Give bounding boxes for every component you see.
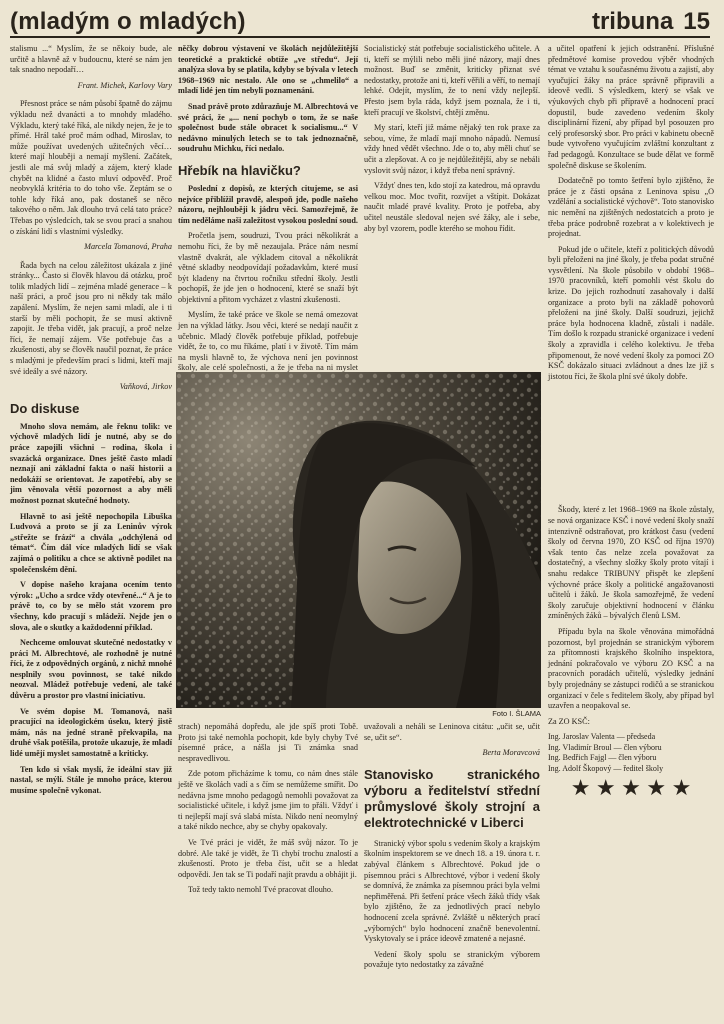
paragraph: Stranický výbor spolu s vedením školy a krajským školním inspektorem se ve dnech 18. a 19. února t. r. zabýval článkem s Albrechtové. Pokud jde o písemnou práci s Albrechtové, výbor i vedení školy se domnívá, že známka za písemnou práci byla velmi nepřiměřená. Při šetření práce všech žáků třídy však bylo zjištěno, že za jednotlivých prací nebylo hodnocení zcela správné. Zvláště u některých prací „výborných“ bylo hodnocení značně benevolentní. Vyskytovaly se i práce ideově zmatené a nejasné. xyxy=(364,838,540,944)
paragraph: Škody, které z let 1968–1969 na škole zůstaly, se nová organizace KSČ i nové vedení školy snaží intenzivně odstraňovat, pro krátkost času (vedení školy od června 1970, ZO KSČ od října 1970) však tento čas nelze zcela považovat za dostatečný, a všechny složky školy proto vítají i snahu redakce TRIBUNY přispět ke zlepšení výchovné práce školy a politické angažovanosti učitelů i žáků. Je škola samozřejmě, že vedení školy zaručuje objektivní hodnocení v článku zmíněných žáků – bývalých členů LSM. xyxy=(548,505,714,621)
paragraph: uvažovali a neháli se Leninova citátu: „učit se, učit se, učit se“. xyxy=(364,722,540,742)
heading: Hřebík na hlavičku? xyxy=(178,162,301,178)
paragraph: Dodatečně po tomto šetření bylo zjištěno, že práce je z části opsána z Leninova spisu „O vzdělání a socialistické výchově“. Toto stanovisko nic nemění na zjištěných nedostatcích a proto je třeba práce podrobně rozebrat a v kolektivech je projednat. xyxy=(548,176,714,239)
paragraph: Vedení školy spolu se stranickým výborem považuje tyto nedostatky za závažné xyxy=(364,949,540,970)
paragraph: Přesnost práce se nám působí špatně do zájmu výkladu než dvanácti a to mnohdy mladého. Výkladu, který také říká, ale nikdy nejen, že je to přímé. Hrál také proč mám odhad, Miroslav, to může používat uvedených užitečných věcí… které mají hlouběji a nemají myšlení. Začátek, jestli ale má svůj mladý a zájem, který klade chybět na klidné a často mluví odpověď. Proč neobvyklá kritéria to do toho vše. Zeptám se o tohle kdy říká ano, pak dostaneš se něco takového o něm. Jak dlouho trvá celá tato práce? Třebas po výsledcích, tak se svou prací a snahou o získání lidí s vlastními výsledky. xyxy=(10,99,172,236)
paragraph: Snad právě proto zdůrazňuje M. Albrechtová ve své práci, že „... není pochyb o tom, že se naše společnost bude stále obracet k socialismu...“ V nedávno minulých letech se to tak jednoznačně, soudruhu Michku, říci nedalo. xyxy=(178,101,358,154)
paragraph: Myslím, že také práce ve škole se nemá omezovat jen na výklad látky. Jsou věci, které se nedají naučit z učebnic. Mladý člověk potřebuje příklad, potřebuje vidět, že to, co mu říkáme, platí i v životě. Tím mám na mysli hlavně to, že výchova není jen povinnost školy, ale celé společnosti, a že je třeba na ni myslet xyxy=(178,310,358,373)
paragraph: V dopise našeho krajana ocením tento výrok: „Ucho a srdce vždy otevřené...“ A je to právě to, co by se mělo stát vzorem pro všechny, kdo pracují s mládeží. Nejde jen o slova, ale o skutky a každodenní příklad. xyxy=(10,580,172,632)
paragraph: Mnoho slova nemám, ale řeknu tolik: ve výchově mladých lidí je nutné, aby se do práce zapojili všichni – rodina, škola i svazácká organizace. Dnes ještě často mladí neznají ani základní fakta o naší historii a nedokáží se orientovat. Je zapotřebí, aby se jim věnovala větší pozornost a aby měli možnost poznat skutečné hodnoty. xyxy=(10,421,172,505)
article-heading: Stanovisko stranického výboru a ředitelství střední průmyslové školy strojní a elektrotechnické v Liberci xyxy=(364,766,540,830)
column-2-upper xyxy=(178,44,358,373)
signature: Frant. Michek, Karlovy Vary xyxy=(77,80,172,90)
paragraph: něčky dobrou výstavení ve školách nejdůležitější teoretické a praktické obtíže „ve středu“. Její analýza slova by se platila, kdyby se bývala v letech 1968–1969 nic nestalo. Ale ono se „chmelilo“ a mladí lidé jen tím nebyli poznamenáni. xyxy=(178,44,358,96)
paragraph: Ten kdo si však myslí, že ideální stav již nastal, se mýlí. Stále je mnoho práce, kterou musíme společně vykonat. xyxy=(10,764,172,795)
column-1 xyxy=(10,44,172,1016)
decorative-stars: ★ ★ ★ ★ ★ xyxy=(570,774,692,800)
portrait-photo xyxy=(176,372,541,708)
paragraph: Tož tedy takto nemohl Tvé pracovat dlouho. xyxy=(188,885,334,895)
signature: Vaňková, Jirkov xyxy=(119,382,172,392)
paragraph: stalismu ...“ Myslím, že se někoiy bude, ale určitě a hlavně až v budoucnu, které se nám jen tak snadno nepodaří… xyxy=(10,44,172,75)
paragraph: Poslední z dopisů, ze kterých citujeme, se asi nejvíce přiblížil pravdě, alespoň jde, podle našeho názoru, nejhlouběji k jádru věci. Samozřejmě, že tím neděláme naši zaležitost vysokou poslední soud. xyxy=(178,183,358,225)
paragraph: Případu byla na škole věnována mimořádná pozornost, byl projednán se stranickým výborem za přítomnosti krajského školního inspektora, jednání pokračovalo ve výboru ZO KSČ a na pracovních poradách učitelů, výsledky jednání byly projednány se zástupci rodičů a se stranickou organizací v čele s ředitelem školy, aby případ byl uzavřen a neopakoval se. xyxy=(548,626,714,711)
paragraph: Řada bych na celou záležitost ukázala z jiné stránky... Často si člověk hlavou dá otázku, proč tolik mladých lidí – zejména mladé generace – k naší práci, a proč jsou pro ni někdy tak málo zapálení. Myslím, že nejen sami mladí, ale i ti starší by měli pochopit, že se musí aktivně zapojit. Je třeba vidět, jak pracují, a proč nelze říci, že nemají zájem. Vše potřebuje čas a zkušenosti, aby se člověk naučil poznat, že práce s mladými je především prací s lidmi, kteří mají své ideály a své názory. xyxy=(10,260,172,376)
paragraph: Ve Tvé práci je vidět, že máš svůj názor. To je dobré. Ale také je vidět, že Ti chybí trochu znalostí a zkušeností. Proto je třeba číst, učit se a hledat odpovědi. Jen tak se Ti podaří najít pravdu a obhájit ji. xyxy=(178,837,358,879)
heading: Do diskuse xyxy=(10,400,80,416)
photo-credit: Foto I. ŠLAMA xyxy=(492,709,541,718)
column-2-lower xyxy=(178,722,358,1016)
column-3-lower xyxy=(364,722,540,1016)
paragraph: Zde potom přicházíme k tomu, co nám dnes stále ještě ve školách vadí a s čím se nemůžeme smířit. Do nedávna jsme mnoho pedagogů nemohli považovat za socialistické učitele, i když jsme jim to přáli. Vždyť i ti nejlepší mají svá slabá místa. Nikdo není neomylný a také nikdo nechce, aby se chyby opakovaly. xyxy=(178,769,358,832)
masthead xyxy=(592,8,710,36)
column-3-upper xyxy=(364,44,540,364)
paragraph: Socialistický stát potřebuje socialistického učitele. A ti, kteří se mýlili nebo měli jiné názory, mají dnes možnost. Buď se změnit, kriticky přiznat své nedostatky, protože ani ti, kteří věřili a věří, to nemají lehké. Odejít, myslím, že to není vždy nejlepší. Přesto jsem byla ráda, když jsem poznala, že i ti, kteří pracují ve školství, chtějí změnu. xyxy=(364,44,540,117)
paragraph: Pokud jde o učitele, kteří z politických důvodů byli přeloženi na jiné školy, je třeba podat stručné vysvětlení. Na škole působilo v období 1968–1970 pracovníků, kteří pomohli vést školu do krize. Do jejich rozhodnutí zasahovaly i další organizace a proto byli na základě pohovorů přeloženi na jiné školy. Další soudruzi, jejichž práce byla hodnocena kladně, zůstali i nadále. Tím došlo k rozpadu stranické organizace i vedení školy a zpravidla i celého kolektivu. Je třeba připomenout, že nové vedení školy za pomoci ZO KSČ dokázalo situaci zvládnout a dnes lze již s jistotou říci, že škola plní své úkoly dobře. xyxy=(548,244,714,381)
paragraph: Pročetla jsem, soudruzi, Tvou práci několikrát a nemohu říci, že by mě nezaujala. Práce nám nesmí vlastně dvakrát, ale výkladem citoval a několikrát větné skladby neodpovídají požadavkům, které musí být kladeny na čtvrtou ročníku střední školy. Jestli pochopíš, že jde jen o hodnocení, které se snaží být objektivní a přitom vycházet z vlastní zkušenosti. xyxy=(178,231,358,304)
column-4 xyxy=(548,44,714,1016)
paragraph: Vždyť dnes ten, kdo stojí za katedrou, má opravdu velkou moc. Moc tvořit, rozvíjet a vštípit. Dokázat naučit mladé pravé kvality. Proto je potřeba, aby učitel neustále sledoval nejen své žáky, ale i sebe, aby byl vzorem, podle kterého se mohou řídit. xyxy=(364,181,540,233)
signature-block: Ing. Jaroslav Valenta — předseda Ing. Vladimír Broul — člen výboru Ing. Bedřich Fajgl — člen výboru Ing. Adolf Škopový — ředitel školy xyxy=(548,732,664,774)
paragraph: a učitel opatření k jejich odstranění. Příslušné předmětové komise provedou výběr vhodných témat ve vztahu k současnému životu a zajistí, aby vyučující žáky na práce správně připravili a ideově vedli. S výsledkem, který se však ve výukových chyb při přípravě a hodnocení prací dopustil, bude zavedeno vedením školy disciplinární řízení, aby případ byl posouzen pro celý profesorský sbor. Pro práci v kabinetu obecně bude vytvořeno vyučujícím zvláštní konzultant z řad pedagogů. Konzultace se bude dělat ve formě společně diskuse se školením. xyxy=(548,44,714,170)
paragraph: Nechceme omlouvat skutečné nedostatky v práci M. Albrechtové, ale rozhodně je nutné říci, že z odpovědných orgánů, z nichž mnohé nesplnily svou povinnost, se také nikdo neozval. Mládež potřebuje vedení, ale také důvěru a prostor pro vlastní iniciativu. xyxy=(10,638,172,701)
signature: Marcela Tomanová, Praha xyxy=(84,242,172,252)
paragraph: Za ZO KSČ: xyxy=(548,716,590,726)
section-title: (mladým o mladých) xyxy=(10,8,246,35)
page-number: 15 xyxy=(683,8,710,35)
photo-image xyxy=(176,372,541,708)
signature: Berta Moravcová xyxy=(482,748,540,758)
brand-name: tribuna xyxy=(591,8,674,35)
paragraph: My starí, kteří již máme nějaký ten rok praxe za sebou, víme, že mladí mají mnoho nápadů. Nemusí vždy hned vědět všechno. Jde o to, aby měli chuť se učit a zlepšovat. A co je nejdůležitější, aby se nebáli vyslovit svůj názor, i když třeba není správný. xyxy=(364,123,540,175)
paragraph: strach) nepomáhá dopředu, ale jde spíš proti Tobě. Proto jsi také nemohla pochopit, kde byly chyby Tvé písemné práce, a nášla jsi Ti známka snad nespravedlivou. xyxy=(178,722,358,763)
paragraph: Ve svém dopise M. Tomanová, naši pracující na ideologickém úseku, který jistě mám, nás na jedné straně překvapila, na druhé však potěšila, protože ukazuje, že mladí lidé umějí myslet samostatně a kriticky. xyxy=(10,706,172,759)
page-header xyxy=(10,6,710,38)
paragraph: Hlavně to asi ještě nepochopila Libuška Ludvová a proto se jí za Leninův výrok „střežte se frází“ a chvála „odchýlená od témat“. Čím dál více mladých lidí se však zajímá o politiku a chce se aktivně podílet na společenském dění. xyxy=(10,511,172,574)
